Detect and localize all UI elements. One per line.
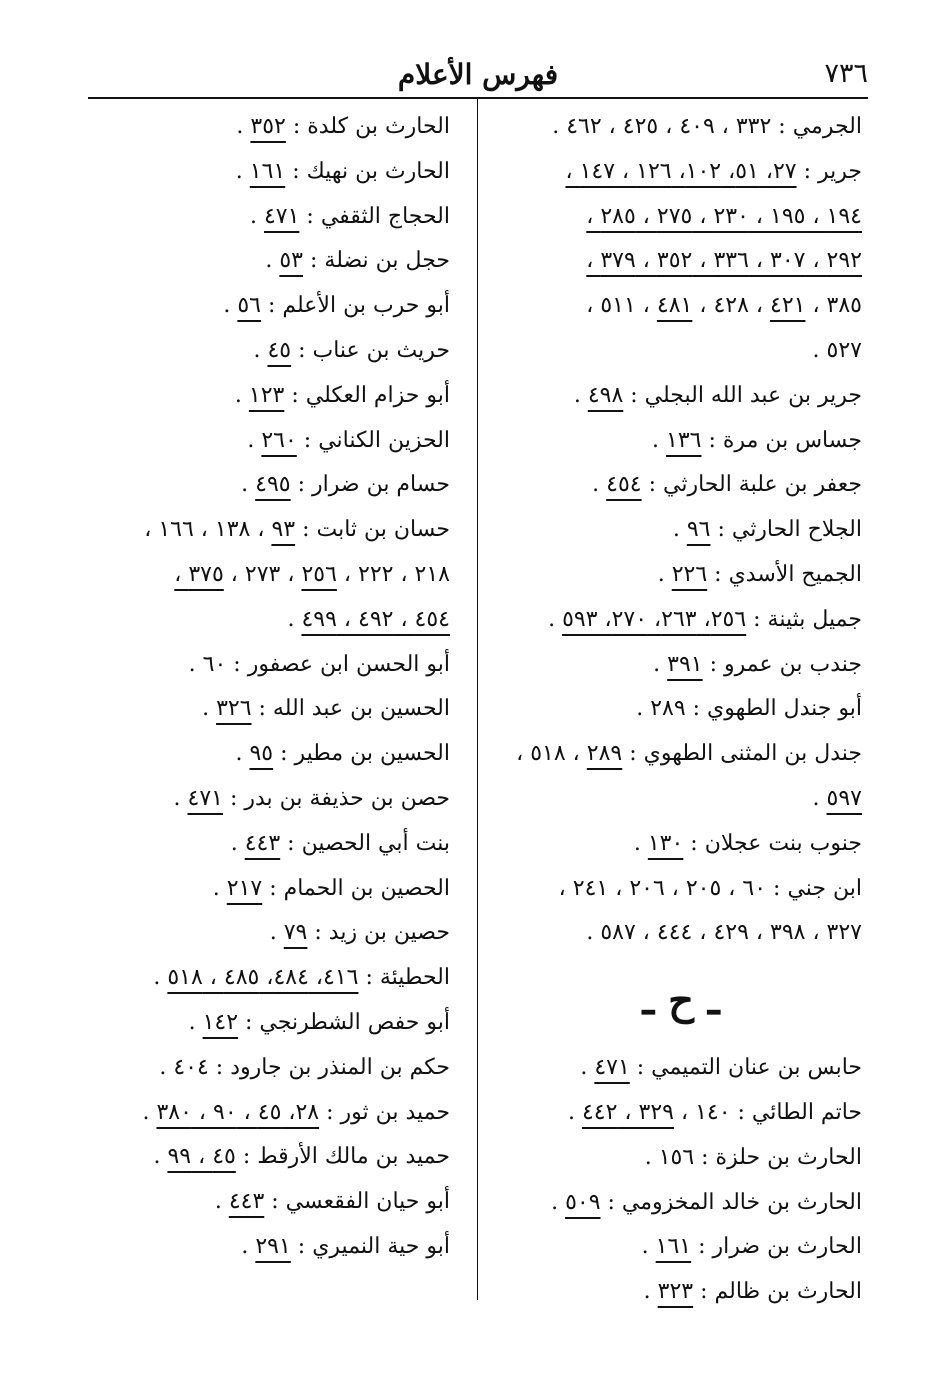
index-text: حجل بن نضلة : [303,248,450,274]
page-header [88,56,868,96]
index-text: جعفر بن علبة الحارثي : [641,472,862,498]
index-text: . [269,920,284,946]
underlined-page-refs: ٣٥٢ [250,114,286,139]
index-line [92,508,450,553]
underlined-page-refs: ٣٩١ [667,651,703,677]
index-text: . [249,203,264,229]
index-text: . [188,1009,203,1035]
index-text: جرير : [796,158,862,184]
index-text: . [287,606,302,632]
underlined-page-refs: ٢٥٦، ٢٦٣، ٢٧٠، ٥٩٣ [562,606,747,632]
index-text: . [643,1279,658,1305]
index-line [500,867,862,912]
underlined-page-refs: ٤٧١ [187,785,223,811]
index-line [500,687,862,732]
underlined-page-refs: ٤٢١ [770,293,806,319]
index-line [500,195,862,240]
underlined-page-refs: ٤٥ ، ٩٩ [167,1144,236,1170]
underlined-page-refs: ٤١٦، ٤٨٤، ٤٨٥ ، ٥١٨ [167,965,359,991]
index-text: حميد بن مالك الأرقط : [235,1144,450,1170]
index-text: الحارث بن حلزة : ١٥٦ . [644,1144,862,1170]
index-text: . [551,1189,566,1215]
index-text: . [223,293,238,319]
underlined-page-refs: ٢٩٢ ، ٣٠٧ ، ٣٣٦ ، ٣٥٢ ، ٣٧٩ ، [586,248,862,274]
index-column-right [500,105,862,1315]
index-text: جرير بن عبد الله البجلي : [623,382,862,408]
index-line [500,643,862,688]
index-line [92,1091,450,1136]
index-text: . [247,427,262,453]
underlined-page-refs: ٣٧٥ ، [174,561,224,587]
underlined-page-refs: ٥٦ [237,293,261,319]
index-text: حسام بن ضرار : [290,472,450,498]
underlined-page-refs: ٩٦ [686,517,711,543]
index-text: ، ٥١١ ، [586,293,657,319]
underlined-page-refs: ٢٧، ٥١، ١٠٢، ١٢٦ ، ١٤٧ ، [565,158,797,184]
underlined-page-refs: ٢٩١ [255,1233,291,1259]
index-text: جساس بن مرة : [701,427,862,453]
index-line [500,777,862,822]
index-text: . [153,965,168,991]
index-line [92,732,450,777]
index-text: ٣٢٧ ، ٣٩٨ ، ٤٢٩ ، ٤٤٤ ، ٥٨٧ . [586,920,862,946]
underlined-page-refs: ١٦١ [249,158,286,184]
index-text: . [657,561,672,587]
index-text: بنت أبي الحصين : [280,830,450,856]
index-line [500,329,862,374]
index-line [500,374,862,419]
index-text: . [235,741,250,767]
underlined-page-refs: ٢٨، ٤٥ ، ٩٠ ، ٣٨٠ [156,1099,320,1125]
index-text: حكم بن المنذر بن جارود : ٤٠٤ . [159,1054,450,1080]
letter-heading: ـ ح ـ [642,977,720,1025]
header-rule [88,97,868,99]
underlined-page-refs: ٤٨١ [656,293,693,319]
index-line [92,150,450,195]
index-text: . [812,785,827,811]
index-text: جميل بثينة : [746,606,862,632]
index-line [92,284,450,329]
index-text: . [265,248,280,274]
index-text: الجرمي : ٣٣٢ ، ٤٠٩ ، ٤٢٥ ، ٤٦٢ . [552,114,862,139]
index-text: الحارث بن خالد المخزومي : [600,1189,862,1215]
index-text: حميد بن ثور : [319,1099,450,1125]
index-text: . [173,785,188,811]
underlined-page-refs: ٣٢٦ [216,696,252,722]
index-line [500,1270,862,1315]
index-text: ، ١٣٨ ، ١٦٦ ، [144,517,272,543]
index-text: الحجاج الثقفي : [299,203,450,229]
index-text: جندب بن عمرو : [702,651,862,677]
index-text: حصين بن زيد : [307,920,450,946]
index-line [500,284,862,329]
page-number: ٧٣٦ [824,58,868,89]
index-text: الحسين بن عبد الله : [251,696,450,722]
index-text: الحسين بن مطير : [273,741,450,767]
index-line [92,598,450,643]
index-line [92,643,450,688]
index-line [92,553,450,598]
index-line [500,911,862,956]
index-line [500,239,862,284]
index-line [92,329,450,374]
index-line [92,105,450,150]
index-text: ، ٥١٨ ، [516,741,587,767]
index-line [92,956,450,1001]
underlined-page-refs: ١٣٦ [666,427,702,453]
index-line [92,1046,450,1091]
index-line [92,822,450,867]
index-line [92,1180,450,1225]
index-line [92,777,450,822]
underlined-page-refs: ٩٥ [249,741,274,767]
index-text: أبو حفص الشطرنجي : [238,1009,450,1035]
index-line [500,150,862,195]
index-line [92,374,450,419]
index-text: الحارث بن نهيك : [285,158,450,184]
index-text: الحارث بن ظالم : [693,1279,862,1305]
index-line [92,195,450,240]
index-line [500,1046,862,1091]
underlined-page-refs: ٩٣ [271,517,296,543]
index-text: . [241,472,256,498]
index-line [92,1001,450,1046]
index-text: الحصين بن الحمام : [262,875,450,901]
index-line [500,822,862,867]
index-text: . [567,1099,582,1125]
index-text: . [214,1189,229,1215]
index-line [500,732,862,777]
underlined-page-refs: ٤٧١ [594,1055,630,1081]
page-title: فهرس الأعلام [397,58,559,91]
index-text: . [573,382,588,408]
index-text: حسان بن ثابت : [295,517,450,543]
index-text: . [142,1099,157,1125]
index-text: . [234,382,249,408]
index-text: . [202,696,217,722]
index-line [500,1181,862,1226]
index-line [500,105,862,150]
index-line [92,239,450,284]
index-line [500,598,862,643]
index-text: الحزين الكناني : [296,427,450,453]
index-text: . [592,472,607,498]
index-line [500,1136,862,1181]
index-text: حابس بن عنان التميمي : [629,1055,862,1081]
index-text: الجلاح الحارثي : [710,517,862,543]
index-text: أبو حيان الفقعسي : [264,1189,450,1215]
index-line [500,508,862,553]
index-line [500,1225,862,1270]
underlined-page-refs: ٤٩٥ [255,472,291,498]
underlined-page-refs: ٤٧١ [263,203,300,229]
index-text: أبو حزام العكلي : [284,382,450,408]
index-line [92,1225,450,1270]
underlined-page-refs: ٥٣ [279,248,303,274]
underlined-page-refs: ٧٩ [283,920,308,946]
index-line [92,687,450,732]
index-text: ابن جني : ٦٠ ، ٢٠٥ ، ٢٠٦ ، ٢٤١ ، [558,875,862,901]
index-text: الحطيئة : [358,965,450,991]
index-text: . [236,114,251,139]
index-text: . [253,337,268,363]
index-line [500,553,862,598]
index-text: أبو الحسن ابن عصفور : ٦٠ . [188,651,450,677]
index-text: الحارث بن كلدة : [285,114,450,139]
index-text: . [153,1144,168,1170]
index-text: ٥٢٧ . [812,337,862,363]
underlined-page-refs: ٢١٧ [226,875,263,901]
underlined-page-refs: ٢٦٠ [261,427,297,453]
index-text: . [241,1233,256,1259]
index-text: الحارث بن ضرار : [691,1234,862,1260]
index-text: ، ٤٢٨ ، [692,293,770,319]
index-text: أبو حية النميري : [290,1233,450,1259]
index-line [500,419,862,464]
index-text: جنوب بنت عجلان : [683,830,862,856]
underlined-page-refs: ٥٠٩ [565,1189,601,1215]
index-line [92,463,450,508]
index-line [92,419,450,464]
index-text: ، ٢٧٣ ، [223,561,302,587]
index-text: . [548,606,563,632]
index-text: . [652,427,667,453]
underlined-page-refs: ٢٢٦ [671,561,708,587]
underlined-page-refs: ٢٥٦ [301,561,337,587]
underlined-page-refs: ٣٢٩ ، ٤٤٢ [581,1099,674,1125]
underlined-page-refs: ١٦١ [655,1234,692,1260]
underlined-page-refs: ١٤٢ [202,1009,239,1035]
index-text: حاتم الطائي : ١٤٠ ، [673,1099,862,1125]
underlined-page-refs: ١٣٠ [647,830,684,856]
index-text: أبو جندل الطهوي : ٢٨٩ . [636,696,862,722]
index-text: أبو حرب بن الأعلم : [260,293,450,319]
index-line [92,867,450,912]
index-text: . [672,517,687,543]
underlined-page-refs: ٥٩٧ [826,785,862,811]
underlined-page-refs: ٤٥ [267,337,292,363]
index-text: ٣٨٥ ، [805,293,862,319]
index-text: . [230,830,245,856]
underlined-page-refs: ٤٥٤ ، ٤٩٢ ، ٤٩٩ [301,606,450,632]
index-text: جندل بن المثنى الطهوي : [622,741,862,767]
index-text: . [235,158,250,184]
column-divider [477,98,478,1300]
underlined-page-refs: ٢٨٩ [586,741,623,767]
index-text: . [212,875,227,901]
underlined-page-refs: ٤٤٣ [244,830,281,856]
index-text: . [641,1234,656,1260]
index-line [92,911,450,956]
index-line [500,463,862,508]
index-text: . [633,830,648,856]
index-text: حصن بن حذيفة بن بدر : [222,785,450,811]
underlined-page-refs: ١٢٣ [248,382,285,408]
underlined-page-refs: ٤٩٨ [587,382,624,408]
index-line [500,1091,862,1136]
index-line [92,1135,450,1180]
index-text: حريث بن عناب : [291,337,450,363]
index-column-left [92,105,450,1270]
index-text: الجميح الأسدي : [707,561,862,587]
index-text: . [580,1055,595,1081]
underlined-page-refs: ٤٥٤ [606,472,642,498]
underlined-page-refs: ٣٢٣ [657,1279,694,1305]
index-text: . [653,651,668,677]
underlined-page-refs: ٤٤٣ [228,1189,265,1215]
underlined-page-refs: ١٩٤ ، ١٩٥ ، ٢٣٠ ، ٢٧٥ ، ٢٨٥ ، [586,203,862,229]
index-text: ٢١٨ ، ٢٢٢ ، [336,561,450,587]
